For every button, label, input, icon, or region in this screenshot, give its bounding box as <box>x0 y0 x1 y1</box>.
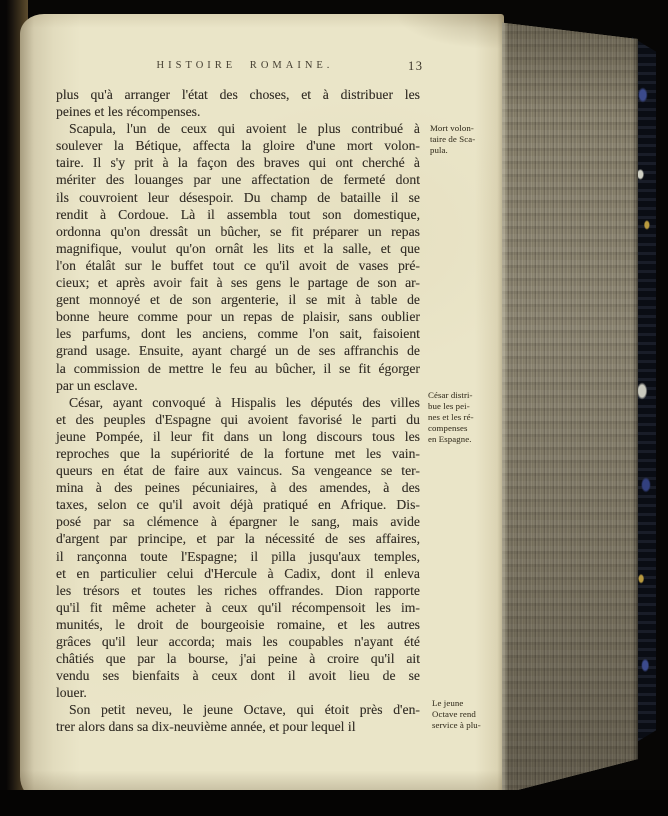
margin-note-line: service à plu- <box>432 719 481 730</box>
text-line: mériter des louanges par une affectation de fermeté dont <box>56 172 420 188</box>
text-line: et des peuples d'Espagne qui avoient favorisé le parti du <box>56 411 420 427</box>
text-line: châtiés que par la bourse, j'ai peine à croire qu'il ait <box>56 651 420 667</box>
text-line: l'on étalât sur le buffet tout ce qu'il avoit de vases pré- <box>56 257 420 273</box>
margin-note-line: César distri- <box>428 390 473 400</box>
text-line: gent monnoyé et de son argenterie, il se mit à table de <box>56 292 420 308</box>
table-shadow <box>0 790 668 816</box>
margin-note-line: nes et les ré- <box>428 411 474 422</box>
text-line: taire. Il s'y prit à la façon des braves qui ont cherché à <box>56 155 420 171</box>
text-line: qu'il fit même acheter à ceux qu'il récompensoit les im- <box>56 599 420 615</box>
text-line: ordonna qu'on dressât un bûcher, se fit préparer un repas <box>56 223 420 239</box>
body-text <box>56 86 420 736</box>
text-line: magnifique, voulut qu'on ornât les lits et la salle, et que <box>56 240 420 256</box>
text-line: César, ayant convoqué à Hispalis les députés des villes <box>69 394 420 410</box>
text-line: ils couvroient leur désespoir. Du champ de bataille il se <box>56 189 420 205</box>
text-line: vendu ses bienfaits à ceux dont il avoit lieu de se <box>56 668 420 684</box>
margin-note-scapula <box>430 123 494 156</box>
text-line: grâces qu'il leur accorda; mais les coupables n'ayant été <box>56 634 420 649</box>
text-line: taxes, selon ce qu'il avoit déjà pratiqué en Afrique. Dis- <box>56 497 420 513</box>
margin-note-line: Le jeune <box>432 698 464 708</box>
text-line: cieux; et après avoir fait à ses gens le partage de son ar- <box>56 275 420 291</box>
margin-note-line: bue les pei- <box>428 400 470 411</box>
text-line: d'argent par principe, et par la nécessité de ses affaires, <box>56 531 420 547</box>
text-line: par un esclave. <box>56 377 138 393</box>
margin-note-cesar <box>428 390 492 445</box>
text-line: la commission de mettre le feu au bûcher, il se fit égorger <box>56 360 420 376</box>
margin-note-line: Mort volon- <box>430 123 474 133</box>
text-line: rendit à Cordoue. Là il assembla tout son domestique, <box>56 206 420 222</box>
text-line: il rançonna toute l'Espagne; il pilla jusqu'aux temples, <box>56 548 420 564</box>
text-line: jeune Pompée, il leur fit dans un long discours tous les <box>56 428 420 444</box>
book-page <box>20 14 504 798</box>
margin-note-line: compenses <box>428 422 468 433</box>
text-line: et en particulier celui d'Hercule à Cadix, dont il enleva <box>56 565 420 581</box>
margin-note-line: pula. <box>430 144 448 155</box>
text-line: louer. <box>56 685 87 701</box>
text-line: munités, le droit de bourgeoisie romaine, et les autres <box>56 616 420 632</box>
margin-note-line: taire de Sca- <box>430 133 476 144</box>
text-line: grand usage. Ensuite, ayant chargé un de ses affranchis de <box>56 343 420 359</box>
text-line: plus qu'à arranger l'état des choses, et à distribuer les <box>56 87 420 102</box>
text-line: reproches que la supériorité de la fortune met les vain- <box>56 445 420 461</box>
text-line: trer alors dans sa dix-neuvième année, et pour lequel il <box>56 719 356 735</box>
margin-note-line: Octave rend <box>432 708 476 719</box>
text-line: peines et les récompenses. <box>56 104 201 120</box>
text-line: Son petit neveu, le jeune Octave, qui étoit près d'en- <box>69 702 420 718</box>
page-number: 13 <box>408 59 424 73</box>
text-line: bonne heure comme pour un repas de plaisir, sans oublier <box>56 309 420 325</box>
text-line: les parfums, dont les anciens, comme l'on sait, faisoient <box>56 326 420 342</box>
text-line: les trésors et toutes les riches offrandes. Dion rapporte <box>56 582 420 598</box>
text-line: mina à des peines pécuniaires, à des amendes, à des <box>56 480 420 496</box>
book-fore-edge-pages <box>502 18 638 798</box>
margin-note-octave <box>432 698 496 731</box>
text-line: Scapula, l'un de ceux qui avoient le plus contribué à <box>69 121 420 137</box>
text-line: soulever la Bétique, affecta la gloire d'une mort volon- <box>56 138 420 154</box>
text-line: queurs en état de faire aux vaincus. Sa vengeance se ter- <box>56 463 420 479</box>
text-line: posé par sa clémence à épargner le sang, mais avide <box>56 514 420 530</box>
running-title: HISTOIRE ROMAINE. <box>156 60 334 71</box>
margin-note-line: en Espagne. <box>428 433 472 444</box>
